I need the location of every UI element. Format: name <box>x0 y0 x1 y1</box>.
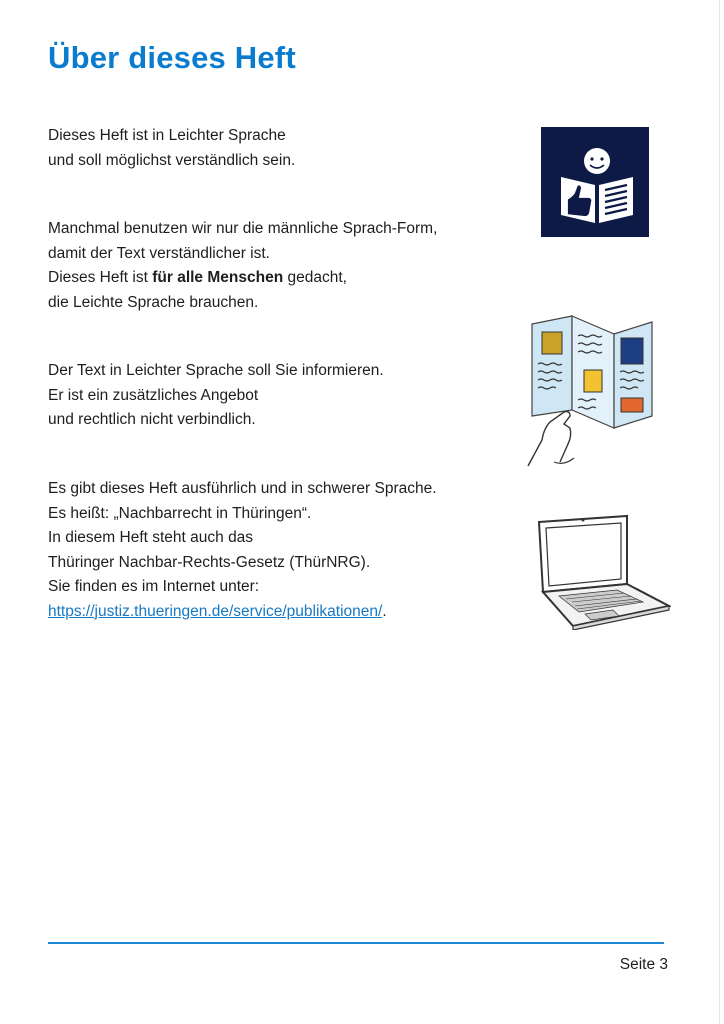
page-edge <box>719 0 720 1024</box>
text-line <box>48 600 508 625</box>
text-line: Er ist ein zusätzliches Angebot <box>48 386 259 404</box>
text-line: damit der Text verständlicher ist. <box>48 244 270 262</box>
text-line: Manchmal benutzen wir nur die männliche Sprach-Form, <box>48 220 438 237</box>
paragraph-full-version <box>48 477 508 624</box>
text-line: In diesem Heft steht auch das <box>48 529 254 546</box>
flyer-in-hand-icon <box>524 312 656 470</box>
text-line: die Leichte Sprache brauchen. <box>48 293 259 311</box>
page-number: Seite 3 <box>619 956 668 973</box>
text-segment: . <box>382 602 387 620</box>
bold-text: für alle Menschen <box>152 269 284 286</box>
text-line: Es heißt: „Nachbarrecht in Thüringen“. <box>48 504 312 522</box>
text-segment: gedacht, <box>283 269 347 286</box>
paragraph-easy-language <box>48 124 508 173</box>
text-line: Der Text in Leichter Sprache soll Sie informieren. <box>48 362 384 379</box>
text-line: und soll möglichst verständlich sein. <box>48 151 296 169</box>
publications-link[interactable]: https://justiz.thueringen.de/service/publikationen/ <box>48 602 383 620</box>
laptop-icon <box>533 514 671 630</box>
text-line: Thüringer Nachbar-Rechts-Gesetz (ThürNRG). <box>48 553 371 571</box>
paragraph-information <box>48 359 508 433</box>
text-line: Dieses Heft ist in Leichter Sprache <box>48 127 286 144</box>
text-line: Es gibt dieses Heft ausführlich und in schwerer Sprache. <box>48 480 437 497</box>
text-line: Sie finden es im Internet unter: <box>48 578 260 595</box>
footer-divider <box>48 942 664 944</box>
text-line <box>48 266 508 291</box>
text-segment: Dieses Heft ist <box>48 269 153 286</box>
page-title: Über dieses Heft <box>48 40 296 75</box>
easy-language-reader-icon <box>541 127 649 237</box>
paragraph-language-form <box>48 217 508 315</box>
text-line: und rechtlich nicht verbindlich. <box>48 411 256 428</box>
